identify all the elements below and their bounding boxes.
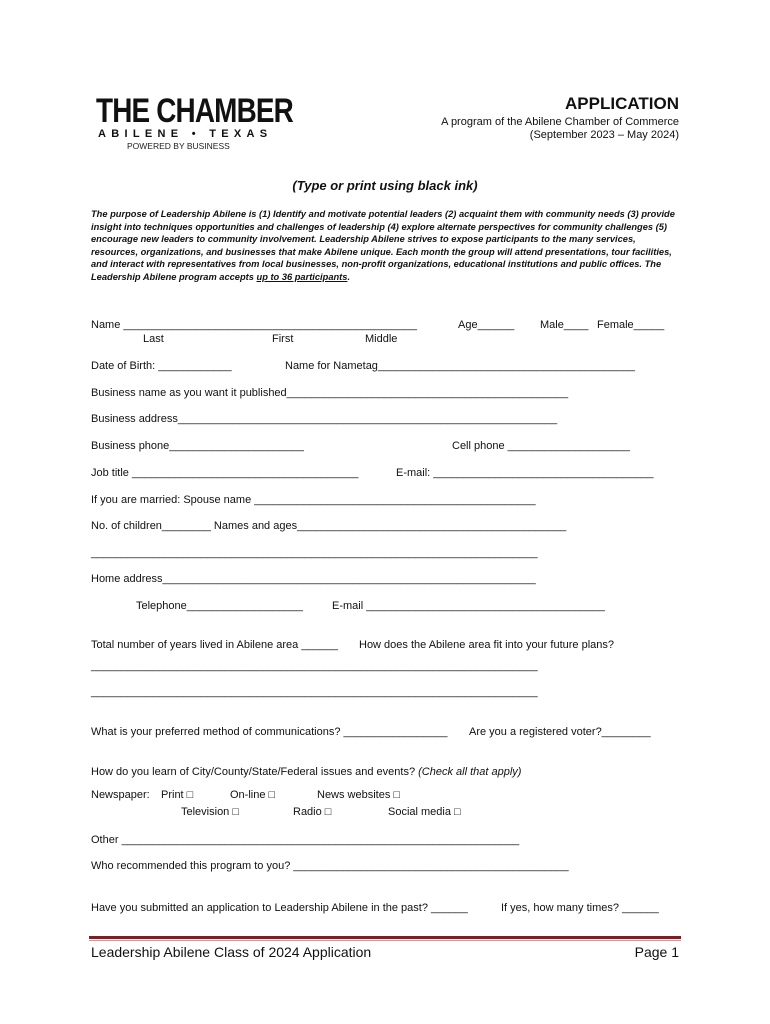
last-name-label: Last [143, 333, 164, 345]
registered-voter-field[interactable]: Are you a registered voter?________ [469, 726, 651, 738]
spouse-name-field[interactable]: If you are married: Spouse name ______________________________________________ [91, 494, 536, 506]
nametag-field[interactable]: Name for Nametag__________________________________________ [285, 360, 635, 372]
news-websites-checkbox[interactable]: News websites □ [317, 789, 401, 801]
future-plans-line-1[interactable]: _________________________________________________________________________ [91, 660, 538, 672]
newspaper-label: Newspaper: [91, 789, 150, 801]
middle-name-label: Middle [365, 333, 398, 345]
first-name-label: First [272, 333, 294, 345]
future-plans-line-2[interactable]: _________________________________________________________________________ [91, 686, 538, 698]
cell-phone-field[interactable]: Cell phone ____________________ [452, 440, 631, 452]
children-field[interactable]: No. of children________ Names and ages____________________________________________ [91, 520, 567, 532]
program-subtitle [441, 116, 679, 142]
female-field[interactable]: Female_____ [597, 319, 665, 331]
email-field[interactable]: E-mail: ____________________________________ [396, 467, 654, 479]
social-media-checkbox[interactable]: Social media □ [388, 806, 461, 818]
chamber-logo: THE CHAMBER [96, 92, 293, 130]
communication-method-field[interactable]: What is your preferred method of communications? _________________ [91, 726, 448, 738]
chamber-logo-tagline: POWERED BY BUSINESS [127, 141, 230, 151]
home-address-field[interactable]: Home address_____________________________________________________________ [91, 573, 536, 585]
purpose-paragraph [91, 208, 681, 284]
check-all-note: (Check all that apply) [418, 766, 522, 778]
radio-checkbox[interactable]: Radio □ [293, 806, 332, 818]
home-email-field[interactable]: E-mail _______________________________________ [332, 600, 605, 612]
times-applied-field[interactable]: If yes, how many times? ______ [501, 902, 659, 914]
job-title-field[interactable]: Job title _____________________________________ [91, 467, 359, 479]
page-title: APPLICATION [565, 94, 679, 113]
name-field[interactable]: Name ________________________________________________ [91, 319, 418, 331]
chamber-logo-location: ABILENE • TEXAS [98, 128, 273, 140]
dob-field[interactable]: Date of Birth: ____________ [91, 360, 232, 372]
ink-instruction: (Type or print using black ink) [292, 178, 478, 193]
footer-rule-shadow [89, 940, 681, 941]
participants-limit: up to 36 participants [256, 271, 348, 282]
business-phone-field[interactable]: Business phone______________________ [91, 440, 304, 452]
page-number: Page 1 [634, 944, 679, 960]
home-telephone-field[interactable]: Telephone___________________ [136, 600, 304, 612]
issues-question [91, 766, 521, 778]
other-source-field[interactable]: Other _________________________________________________________________ [91, 834, 520, 846]
footer-rule [89, 936, 681, 939]
online-checkbox[interactable]: On-line □ [230, 789, 276, 801]
business-name-field[interactable]: Business name as you want it published______________________________________________ [91, 387, 569, 399]
television-checkbox[interactable]: Television □ [181, 806, 240, 818]
age-field[interactable]: Age______ [458, 319, 515, 331]
purpose-text: The purpose of Leadership Abilene is (1) Identify and motivate potential leaders (2) acquaint them with community needs (3) provide insight into techniques opportunities and challenges of leadership (4) explore alternate perspectives for community challenges (5) encourage new leaders to community involvement. Leadership Abilene strives to expose participants to the many services, resources, organizations, and businesses that make Abilene unique. Each month the group will attend presentations, tour facilities, and interact with representatives from local businesses, non-profit organizations, educational institutions and public offices. The Leadership Abilene program accepts [91, 209, 675, 282]
subtitle-line-1: A program of the Abilene Chamber of Commerce [441, 116, 679, 128]
issues-question-text: How do you learn of City/County/State/Federal issues and events? [91, 766, 419, 778]
print-checkbox[interactable]: Print □ [161, 789, 194, 801]
footer-title: Leadership Abilene Class of 2024 Application [91, 944, 372, 960]
previous-application-field[interactable]: Have you submitted an application to Leadership Abilene in the past? ______ [91, 902, 468, 914]
male-field[interactable]: Male____ [540, 319, 589, 331]
future-plans-label: How does the Abilene area fit into your future plans? [359, 639, 614, 651]
subtitle-line-2: (September 2023 – May 2024) [529, 129, 679, 141]
business-address-field[interactable]: Business address______________________________________________________________ [91, 413, 558, 425]
purpose-end: . [347, 271, 351, 282]
recommended-by-field[interactable]: Who recommended this program to you? _____________________________________________ [91, 860, 569, 872]
years-in-abilene-field[interactable]: Total number of years lived in Abilene area ______ [91, 639, 339, 651]
children-extra-line[interactable]: _________________________________________________________________________ [91, 547, 538, 559]
